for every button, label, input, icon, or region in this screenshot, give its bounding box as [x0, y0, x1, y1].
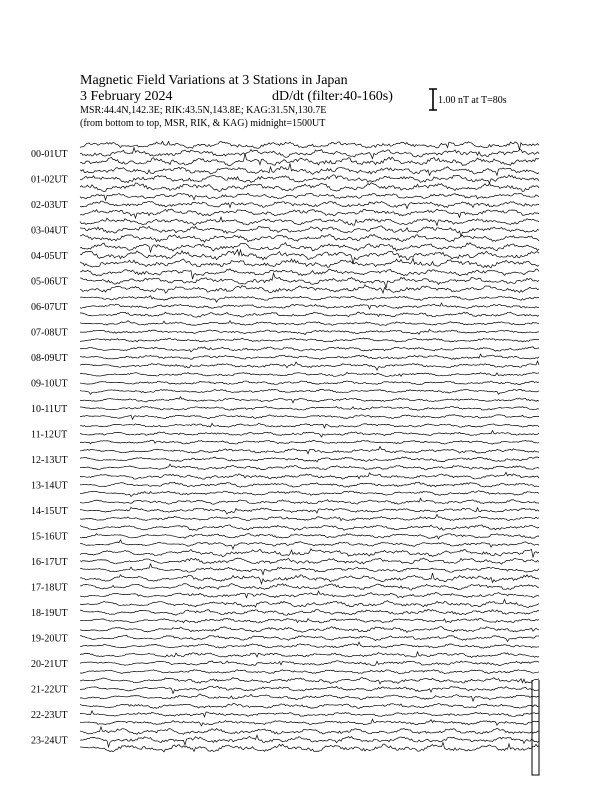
trace-kag: [80, 372, 539, 376]
trace-kag: [80, 321, 539, 326]
row-label: 05-06UT: [31, 276, 68, 288]
trace-kag: [80, 627, 539, 633]
trace-rik: [80, 175, 539, 183]
trace-msr: [80, 564, 539, 575]
trace-msr: [80, 670, 539, 674]
trace-msr: [80, 389, 539, 394]
hour-row: [31, 446, 539, 469]
row-label: 17-18UT: [31, 582, 68, 594]
trace-kag: [80, 163, 539, 175]
hour-row: [31, 525, 539, 549]
row-label: 20-21UT: [31, 659, 68, 670]
trace-kag: [80, 525, 539, 530]
trace-msr: [80, 743, 539, 752]
row-label: 10-11UT: [31, 404, 68, 415]
hour-row: [31, 599, 539, 623]
hour-row: [31, 347, 539, 370]
trace-msr: [80, 153, 539, 165]
trace-rik: [80, 303, 539, 309]
hour-row: [31, 652, 539, 674]
trace-msr: [80, 209, 539, 218]
trace-kag: [80, 141, 539, 149]
trace-msr: [80, 285, 539, 293]
trace-msr: [80, 491, 539, 497]
hour-row: [31, 321, 539, 342]
trace-rik: [80, 609, 539, 615]
trace-kag: [80, 599, 539, 607]
trace-msr: [80, 515, 539, 521]
trace-msr: [80, 415, 539, 420]
row-label: 06-07UT: [31, 302, 68, 313]
hour-row: [31, 703, 539, 725]
trace-kag: [80, 727, 539, 735]
row-label: 15-16UT: [31, 531, 68, 543]
trace-rik: [80, 431, 539, 437]
scale-bar-label: 1.00 nT at T=80s: [438, 95, 507, 106]
trace-rik: [80, 735, 539, 747]
trace-rik: [80, 482, 539, 487]
scale-bar-icon: [429, 89, 437, 110]
hour-row: [31, 573, 539, 598]
row-label: 19-20UT: [31, 633, 68, 645]
hour-row: [31, 372, 539, 394]
trace-msr: [80, 540, 539, 549]
trace-msr: [80, 338, 539, 342]
station-coordinates: MSR:44.4N,142.3E; RIK:43.5N,143.8E; KAG:31.5N,130.7E: [80, 105, 327, 116]
trace-rik: [80, 381, 539, 385]
trace-rik: [80, 250, 539, 265]
hour-row: [31, 141, 539, 165]
trace-rik: [80, 354, 539, 359]
trace-kag: [80, 703, 539, 708]
trace-msr: [80, 719, 539, 726]
row-label: 14-15UT: [31, 506, 68, 517]
row-label: 22-23UT: [31, 710, 68, 721]
hour-row: [31, 549, 539, 575]
trace-kag: [80, 446, 539, 453]
trace-rik: [80, 584, 539, 590]
trace-rik: [80, 635, 539, 641]
trace-kag: [80, 472, 539, 479]
hour-row: [31, 423, 539, 444]
hour-row: [31, 217, 539, 242]
trace-rik: [80, 226, 539, 237]
row-label: 07-08UT: [31, 327, 68, 339]
trace-rik: [80, 558, 539, 564]
row-label: 04-05UT: [31, 251, 68, 262]
trace-msr: [80, 183, 539, 192]
hour-row: [31, 296, 539, 317]
hour-row: [31, 677, 539, 701]
row-label: 02-03UT: [31, 200, 68, 211]
trace-msr: [80, 234, 539, 242]
trace-msr: [80, 464, 539, 470]
trace-kag: [80, 397, 539, 403]
trace-rik: [80, 507, 539, 514]
trace-rik: [80, 406, 539, 410]
chart-measure: dD/dt (filter:40-160s): [272, 89, 393, 104]
trace-msr: [80, 312, 539, 317]
hour-row: [31, 498, 539, 521]
trace-rik: [80, 457, 539, 462]
trace-msr: [80, 591, 539, 598]
trace-kag: [80, 498, 539, 504]
chart-title: Magnetic Field Variations at 3 Stations in Japan: [80, 73, 348, 88]
trace-kag: [80, 423, 539, 428]
trace-rik: [80, 329, 539, 334]
trace-kag: [80, 347, 539, 352]
row-label: 18-19UT: [31, 608, 68, 619]
trace-msr: [80, 694, 539, 701]
trace-kag: [80, 549, 539, 558]
scale-bar: [429, 89, 437, 110]
row-label: 16-17UT: [31, 557, 68, 568]
trace-kag: [80, 269, 539, 279]
trace-msr: [80, 618, 539, 623]
hour-row: [31, 627, 539, 649]
trace-msr: [80, 440, 539, 444]
trace-rik: [80, 534, 539, 539]
hour-row: [31, 472, 539, 496]
row-label: 09-10UT: [31, 378, 68, 390]
trace-kag: [80, 217, 539, 225]
trace-kag: [80, 677, 539, 683]
row-label: 13-14UT: [31, 480, 68, 492]
trace-rik: [80, 661, 539, 666]
station-order-note: (from bottom to top, MSR, RIK, & KAG) midnight=1500UT: [80, 118, 326, 129]
hour-rows: [31, 141, 539, 775]
hour-row: [31, 193, 539, 218]
record-end-marker: [532, 680, 539, 775]
row-label: 12-13UT: [31, 455, 68, 466]
hour-row: [31, 243, 539, 268]
trace-rik: [80, 147, 539, 158]
row-label: 08-09UT: [31, 353, 68, 364]
trace-rik: [80, 686, 539, 693]
chart-date: 3 February 2024: [80, 89, 173, 104]
trace-msr: [80, 258, 539, 267]
trace-rik: [80, 273, 539, 288]
hour-row: [31, 727, 539, 752]
trace-kag: [80, 193, 539, 200]
trace-kag: [80, 296, 539, 302]
trace-msr: [80, 642, 539, 648]
row-label: 01-02UT: [31, 174, 68, 186]
trace-kag: [80, 243, 539, 252]
trace-rik: [80, 201, 539, 208]
hour-row: [31, 397, 539, 420]
trace-rik: [80, 711, 539, 717]
row-label: 00-01UT: [31, 149, 68, 160]
hour-row: [31, 269, 539, 293]
trace-msr: [80, 361, 539, 370]
row-label: 23-24UT: [31, 735, 68, 747]
row-label: 03-04UT: [31, 225, 68, 237]
hour-row: [31, 163, 539, 191]
trace-kag: [80, 652, 539, 658]
trace-kag: [80, 573, 539, 584]
row-label: 21-22UT: [31, 684, 68, 696]
row-label: 11-12UT: [31, 429, 68, 441]
